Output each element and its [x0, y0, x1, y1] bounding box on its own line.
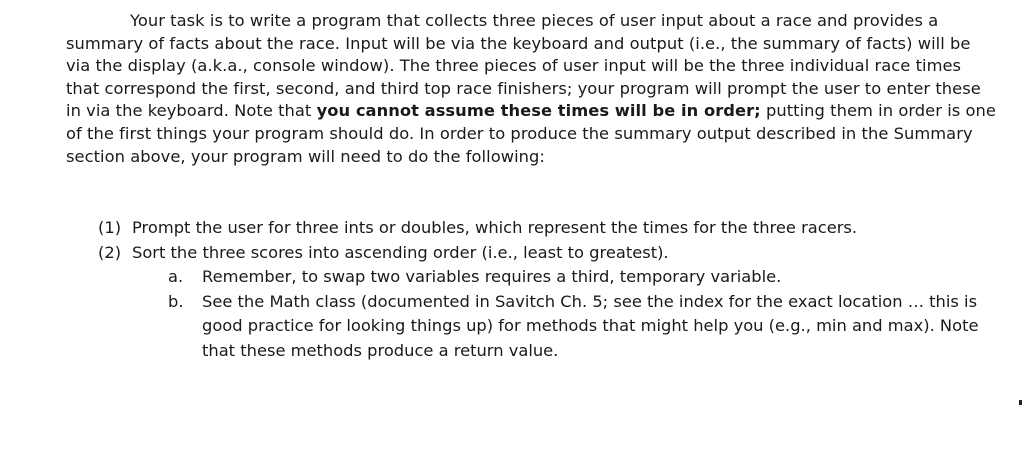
step-text: Prompt the user for three ints or doubles, which represent the times for the three racers. [132, 218, 858, 237]
step-item [98, 241, 998, 364]
intro-text-part1: Your task is to write a program that collects three pieces of user input about a race and provides a summary of facts about the race. Input will be via the keyboard and output (i.e., the summary of facts) will be via the display (a.k.a., console window). The three pieces of user input will be the three individual race times that correspond the first, second, and third top race finishers; your program will prompt the user to enter these in via the keyboard. Note that [66, 11, 981, 121]
step-number: (2) [98, 242, 122, 262]
substep-text: See the Math class (documented in Savitch Ch. 5; see the index for the exact location … this is good practice for looking things up) for methods that might help you (e.g., min and max). Note that these methods produce a return value. [202, 291, 979, 360]
step-text: Sort the three scores into ascending order (i.e., least to greatest). [132, 242, 669, 262]
steps-list [98, 216, 998, 364]
step-item [98, 216, 998, 241]
substep-item [168, 290, 998, 364]
intro-paragraph [66, 10, 996, 168]
substeps-list [98, 265, 998, 363]
substep-letter: a. [168, 267, 184, 287]
substep-text: Remember, to swap two variables requires a third, temporary variable. [202, 267, 782, 287]
substep-letter: b. [168, 291, 184, 311]
intro-bold-text: you cannot assume these times will be in order; [316, 101, 761, 121]
substep-item [168, 265, 998, 290]
edge-mark [1019, 400, 1022, 405]
step-number: (1) [98, 218, 122, 237]
intro-text-part2: putting them in order is one of the first things your program should do. In order to produce the summary output described in the Summary section above, your program will need to do the following: [66, 101, 996, 166]
